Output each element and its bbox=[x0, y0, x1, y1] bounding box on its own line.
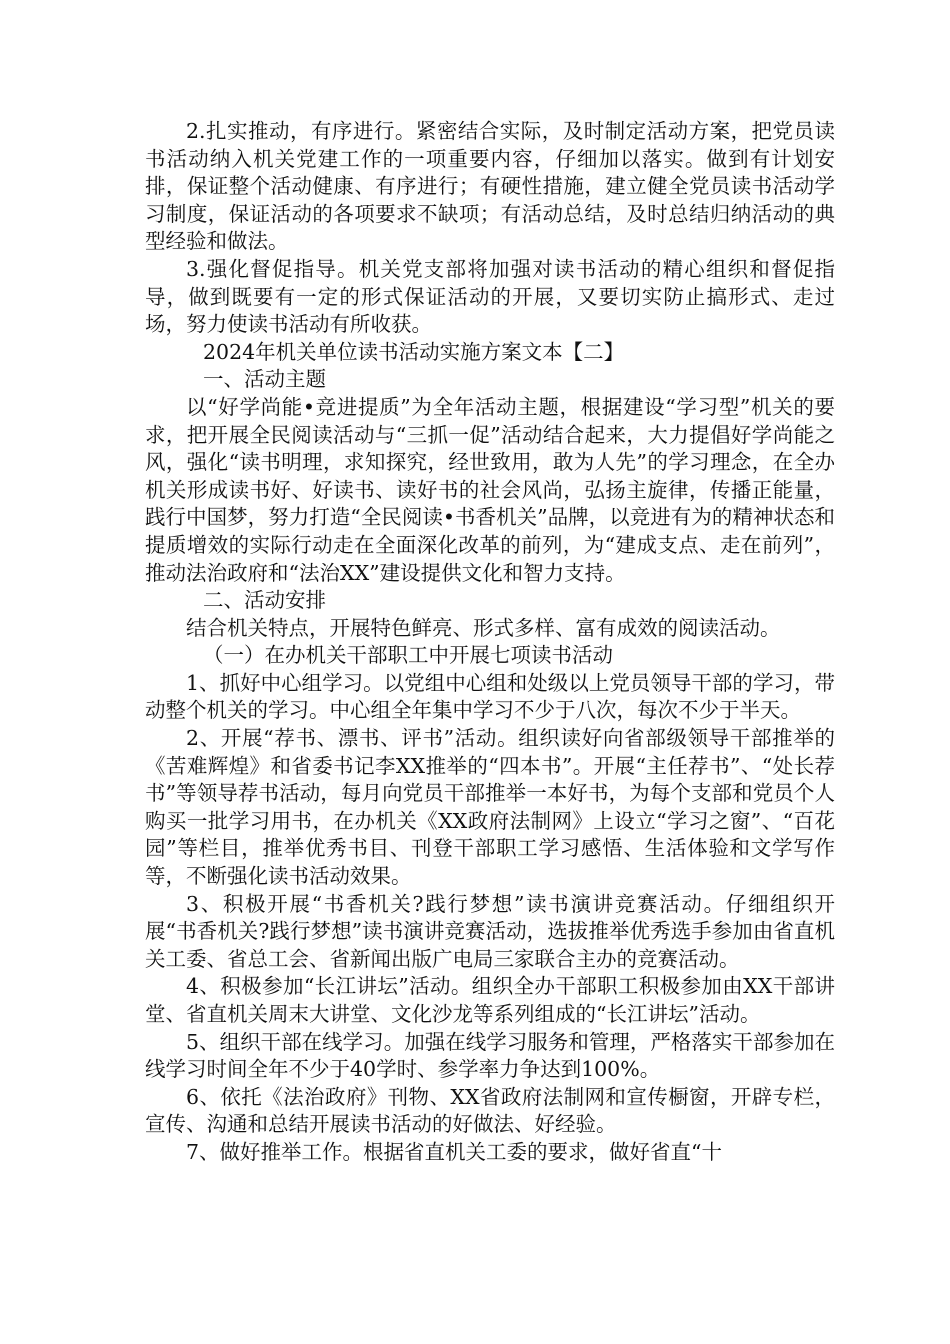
paragraph-theme: 以“好学尚能•竞进提质”为全年活动主题，根据建设“学习型”机关的要求，把开展全民阅读活动与“三抓一促”活动结合起来，大力提倡好学尚能之风，强化“读书明理，求知探究，经世致用，敢为人先”的学习理念，在全办机关形成读书好、好读书、读好书的社会风尚，弘扬主旋律，传播正能量，践行中国梦，努力打造“全民阅读•书香机关”品牌，以竞进有为的精神状态和提质增效的实际行动走在全面深化改革的前列，为“建成支点、走在前列”，推动法治政府和“法治XX”建设提供文化和智力支持。 bbox=[145, 394, 835, 585]
list-item-1: 1、抓好中心组学习。以党组中心组和处级以上党员领导干部的学习，带动整个机关的学习。中心组全年集中学习不少于八次，每次不少于半天。 bbox=[145, 670, 835, 723]
list-item-6: 6、依托《法治政府》刊物、XX省政府法制网和宣传橱窗，开辟专栏，宣传、沟通和总结开展读书活动的好做法、好经验。 bbox=[145, 1084, 835, 1137]
list-item-4: 4、积极参加“长江讲坛”活动。组织全办干部职工积极参加由XX干部讲堂、省直机关周末大讲堂、文化沙龙等系列组成的“长江讲坛”活动。 bbox=[145, 974, 835, 1026]
list-item-5: 5、组织干部在线学习。加强在线学习服务和管理，严格落实干部参加在线学习时间全年不少于40学时、参学率力争达到100%。 bbox=[145, 1029, 835, 1082]
heading-activity-arrangement: 二、活动安排 bbox=[203, 588, 326, 613]
document-page bbox=[145, 118, 835, 1167]
paragraph-supervision: 3.强化督促指导。机关党支部将加强对读书活动的精心组织和督促指导，做到既要有一定的形式保证活动的开展，又要切实防止搞形式、走过场，努力使读书活动有所收获。 bbox=[145, 256, 835, 337]
paragraph-implementation: 2.扎实推动，有序进行。紧密结合实际，及时制定活动方案，把党员读书活动纳入机关党建工作的一项重要内容，仔细加以落实。做到有计划安排，保证整个活动健康、有序进行；有硬性措施，建立健全党员读书活动学习制度，保证活动的各项要求不缺项；有活动总结，及时总结归纳活动的典型经验和做法。 bbox=[145, 119, 835, 254]
paragraph-arrangement-intro: 结合机关特点，开展特色鲜亮、形式多样、富有成效的阅读活动。 bbox=[186, 615, 781, 640]
list-item-7: 7、做好推举工作。根据省直机关工委的要求，做好省直“十 bbox=[186, 1139, 723, 1164]
subheading-seven-activities: （一）在办机关干部职工中开展七项读书活动 bbox=[203, 643, 613, 668]
document-section-title: 2024年机关单位读书活动实施方案文本【二】 bbox=[203, 339, 625, 364]
heading-activity-theme: 一、活动主题 bbox=[203, 367, 326, 392]
list-item-2: 2、开展“荐书、漂书、评书”活动。组织读好向省部级领导干部推举的《苦难辉煌》和省委书记李XX推举的“四本书”。开展“主任荐书”、“处长荐书”等领导荐书活动，每月向党员干部推举一本好书，为每个支部和党员个人购买一批学习用书，在办机关《XX政府法制网》上设立“学习之窗”、“百花园”等栏目，推举优秀书目、刊登干部职工学习感悟、生活体验和文学写作等，不断强化读书活动效果。 bbox=[145, 726, 835, 889]
list-item-3: 3、积极开展“书香机关?践行梦想”读书演讲竞赛活动。仔细组织开展“书香机关?践行梦想”读书演讲竞赛活动，选拔推举优秀选手参加由省直机关工委、省总工会、省新闻出版广电局三家联合主办的竞赛活动。 bbox=[145, 891, 835, 971]
